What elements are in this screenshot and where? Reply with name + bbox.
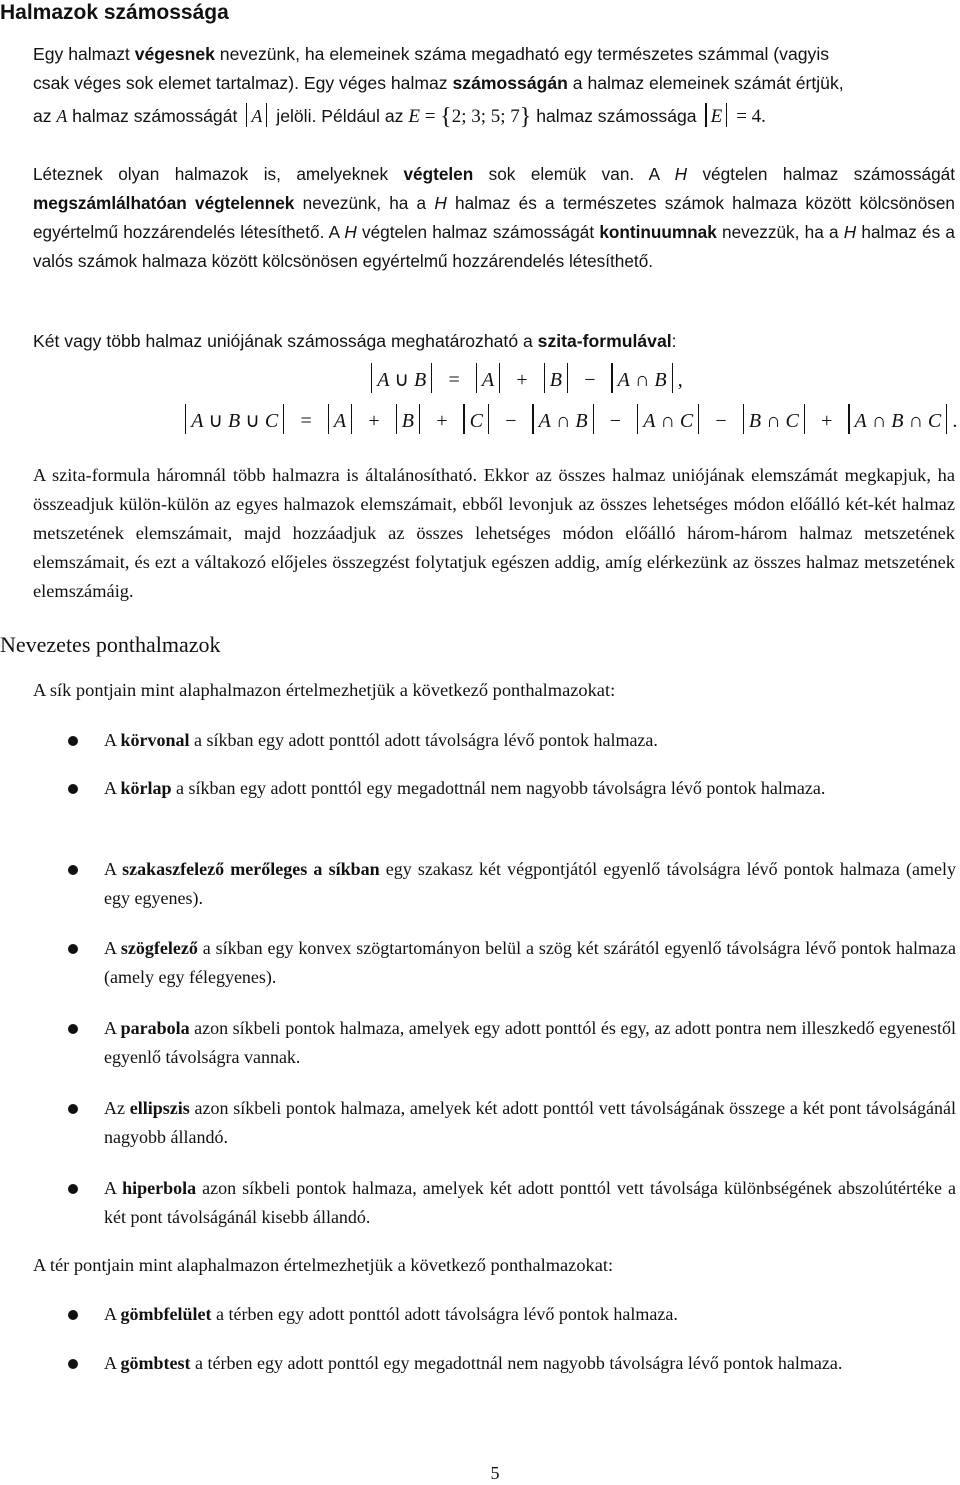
list-item: A körvonal a síkban egy adott ponttól adott távolságra lévő pontok halmaza. — [104, 730, 658, 750]
para1-line1: Egy halmazt végesnek nevezünk, ha elemeinek száma megadható egy természetes számmal (vagyis — [33, 44, 830, 64]
list-item: A gömbtest a térben egy adott ponttól egy megadottnál nem nagyobb távolságra lévő pontok halmaza. — [104, 1353, 843, 1373]
space-intro: A tér pontjain mint alaphalmazon értelmezhetjük a következő ponthalmazokat: — [33, 1255, 614, 1275]
term-finite: végesnek — [134, 44, 215, 64]
para1-line3: az A halmaz számosságát A jelöli. Például az E = {2; 3; 5; 7} halmaz számossága E = 4. — [33, 104, 766, 130]
term-cardinality: számosságán — [452, 73, 568, 93]
bullet-dot — [68, 1184, 78, 1194]
para-sieve-intro: Két vagy több halmaz uniójának számossága meghatározható a szita-formulával: — [33, 331, 677, 351]
list-item: A hiperbola azon síkbeli pontok halmaza, amelyek két adott ponttól vett távolsága különbségének abszolútértéke a két pont távolságánál kisebb állandó. — [104, 1178, 956, 1227]
bullet-dot — [68, 1104, 78, 1114]
para1-line2: csak véges sok elemet tartalmaz). Egy véges halmaz számosságán a halmaz elemeinek számát értjük, — [33, 73, 844, 93]
formula-two-sets: A ∪ B = A + B − A ∩ B , — [366, 363, 683, 395]
list-item: Az ellipszis azon síkbeli pontok halmaza, amelyek két adott ponttól vett távolságának összege a két pont távolságánál nagyobb állandó. — [104, 1098, 956, 1147]
list-item: A körlap a síkban egy adott ponttól egy megadottnál nem nagyobb távolságra lévő pontok halmaza. — [104, 778, 826, 798]
page-number: 5 — [490, 1463, 500, 1483]
list-item: A szögfelező a síkban egy konvex szögtartományon belül a szög két szárától egyenlő távolságra lévő pontok halmaza (amely egy félegyenes). — [104, 938, 956, 987]
list-item: A parabola azon síkbeli pontok halmaza, amelyek egy adott ponttól és egy, az adott pontra nem illeszkedő egyenestől egyenlő távolságra vannak. — [104, 1018, 956, 1067]
bullet-dot — [68, 1310, 78, 1320]
bullet-dot — [68, 1024, 78, 1034]
bullet-dot — [68, 865, 78, 875]
term-sieve-formula: szita-formulával — [537, 331, 672, 351]
formula-three-sets: A ∪ B ∪ C = A + B + C − A ∩ B − A ∩ C − B ∩ C + A ∩ B ∩ C . — [180, 404, 957, 436]
bullet-dot — [68, 736, 78, 746]
term-continuum: kontinuumnak — [599, 222, 717, 242]
example-set: E = {2; 3; 5; 7} — [408, 104, 532, 130]
list-item: A gömbfelület a térben egy adott ponttól adott távolságra lévő pontok halmaza. — [104, 1304, 678, 1324]
para-infinite-sets: Léteznek olyan halmazok is, amelyeknek végtelen sok elemük van. A H végtelen halmaz számosságát megszámlálhatóan végtelennek nevezünk, ha a H halmaz és a természetes számok halmaza között kölcsönösen egyértelmű hozzárendelés létesíthető. A H végtelen halmaz számosságát kontinuumnak nevezzük, ha a H halmaz és a valós számok halmaza között kölcsönösen egyértelmű hozzárendelés létesíthető. — [33, 164, 955, 271]
list-item: A szakaszfelező merőleges a síkban egy szakasz két végpontjától egyenlő távolságra lévő pontok halmaza (amely egy egyenes). — [104, 859, 956, 908]
example-cardinality: E = 4. — [701, 106, 765, 127]
para-sieve-general: A szita-formula háromnál több halmazra is általánosítható. Ekkor az összes halmaz uniójának elemszámát megkapjuk, ha összeadjuk külön-külön az egyes halmazok elemszámait, ebből levonjuk az összes lehetséges módon előálló két-két halmaz metszetének elemszámait, majd hozzáadjuk az összes lehetséges módon előálló három-három halmaz metszetének elemszámait, és ezt a váltakozó előjeles összegzést folytatjuk egészen addig, amíg elérkezünk az összes halmaz metszetének elemszámáig. — [33, 465, 955, 601]
plane-intro: A sík pontjain mint alaphalmazon értelmezhetjük a következő ponthalmazokat: — [33, 680, 616, 700]
bullet-dot — [68, 1359, 78, 1369]
term-infinite: végtelen — [403, 164, 474, 184]
abs-bar — [266, 103, 267, 127]
bullet-dot — [68, 944, 78, 954]
bullet-dot — [68, 784, 78, 794]
section-title-cardinality: Halmazok számossága — [0, 1, 229, 24]
abs-bar — [246, 103, 247, 127]
section-title-point-sets: Nevezetes ponthalmazok — [0, 632, 221, 657]
term-countably-infinite: megszámlálhatóan végtelennek — [33, 193, 295, 213]
